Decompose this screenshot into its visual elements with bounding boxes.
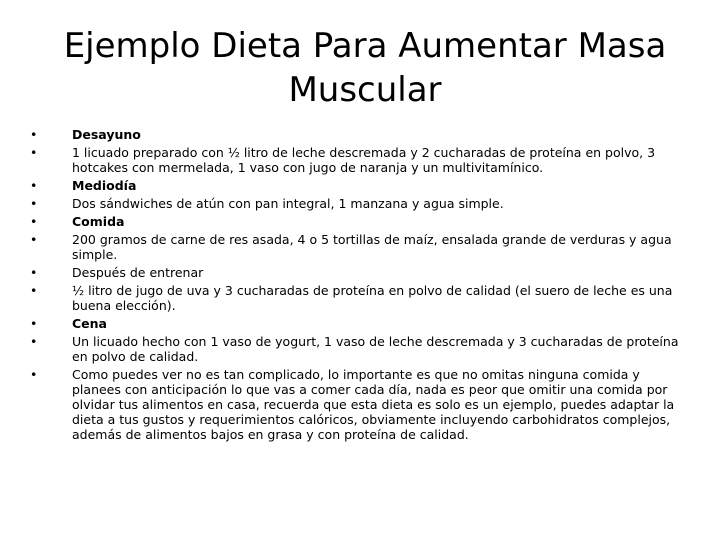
section-heading: Comida: [72, 214, 125, 229]
list-item: [30, 283, 682, 313]
bullet-dot-icon: •: [30, 214, 38, 229]
slide-title: Ejemplo Dieta Para Aumentar Masa Muscular: [63, 26, 667, 110]
item-text: Como puedes ver no es tan complicado, lo importante es que no omitas ninguna comida y planees con anticipación lo que vas a comer cada día, nada es peor que omitir una comida por olvidar tus alimentos en casa, recuerda que esta dieta es solo es un ejemplo, puedes adaptar la dieta a tus gustos y requerimientos calóricos, obviamente incluyendo carbohidratos complejos, además de alimentos bajos en grasa y con proteína de calidad.: [72, 367, 675, 442]
bullet-dot-icon: •: [30, 178, 38, 193]
section-heading: Cena: [72, 316, 107, 331]
list-item: [30, 334, 682, 364]
list-item: [30, 214, 682, 229]
bullet-dot-icon: •: [30, 145, 38, 160]
bullet-dot-icon: •: [30, 283, 38, 298]
bullet-dot-icon: •: [30, 265, 38, 280]
list-item: [30, 265, 682, 280]
item-text: Dos sándwiches de atún con pan integral, 1 manzana y agua simple.: [72, 196, 504, 211]
item-text: Un licuado hecho con 1 vaso de yogurt, 1 vaso de leche descremada y 3 cucharadas de proteína en polvo de calidad.: [72, 334, 679, 364]
list-item: [30, 127, 682, 142]
section-heading: Desayuno: [72, 127, 141, 142]
bullet-list: [30, 127, 682, 445]
item-text: ½ litro de jugo de uva y 3 cucharadas de proteína en polvo de calidad (el suero de leche es una buena elección).: [72, 283, 673, 313]
list-item: [30, 367, 682, 442]
bullet-dot-icon: •: [30, 232, 38, 247]
item-text: 1 licuado preparado con ½ litro de leche descremada y 2 cucharadas de proteína en polvo, 3 hotcakes con mermelada, 1 vaso con jugo de naranja y un multivitamínico.: [72, 145, 656, 175]
list-item: [30, 316, 682, 331]
list-item: [30, 196, 682, 211]
item-text: 200 gramos de carne de res asada, 4 o 5 tortillas de maíz, ensalada grande de verduras y agua simple.: [72, 232, 672, 262]
bullet-dot-icon: •: [30, 334, 38, 349]
section-heading: Mediodía: [72, 178, 137, 193]
bullet-dot-icon: •: [30, 367, 38, 382]
bullet-dot-icon: •: [30, 127, 38, 142]
list-item: [30, 145, 682, 175]
bullet-dot-icon: •: [30, 196, 38, 211]
list-item: [30, 178, 682, 193]
item-text: Después de entrenar: [72, 265, 204, 280]
bullet-dot-icon: •: [30, 316, 38, 331]
list-item: [30, 232, 682, 262]
